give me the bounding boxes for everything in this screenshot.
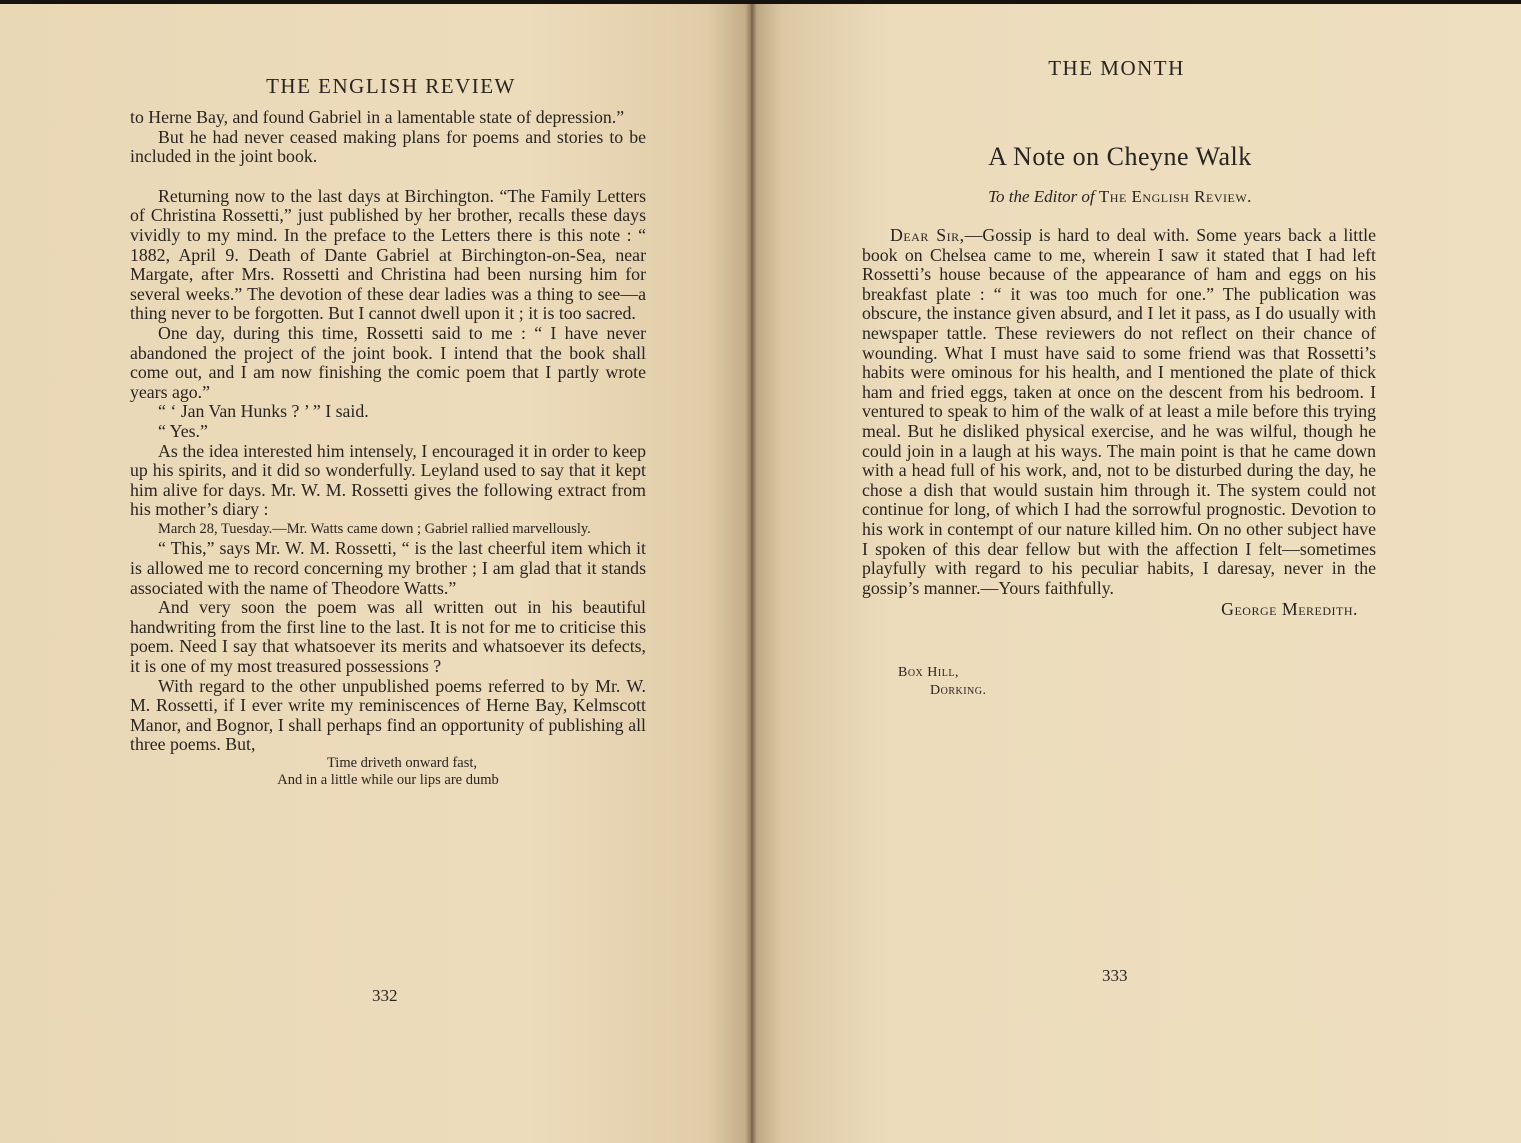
verse-line: Time driveth onward fast, (326, 755, 478, 771)
running-head: THE MONTH (1048, 56, 1185, 80)
paragraph: “ Yes.” (158, 420, 208, 441)
page-number: 332 (372, 986, 398, 1005)
left-page (0, 4, 752, 1143)
right-page (752, 4, 1521, 1143)
book-gutter (745, 4, 757, 1143)
paragraph: One day, during this time, Rossetti said to me : “ I have never abandoned the project of the joint book. I intend that the book shall come out, and I am now finishing the comic poem that I partly wrote years ago.” (130, 322, 646, 402)
signature: George Meredith. (1221, 599, 1358, 620)
body-text (130, 108, 646, 789)
article-title: A Note on Cheyne Walk (988, 142, 1252, 171)
paragraph: “ ‘ Jan Van Hunks ? ’ ” I said. (158, 401, 369, 422)
letter-paragraph (862, 226, 1376, 598)
running-head: THE ENGLISH REVIEW (266, 74, 516, 98)
address (898, 664, 987, 700)
address-line: Box Hill, (898, 665, 959, 680)
verse-quote (130, 755, 646, 789)
paragraph: With regard to the other unpublished poems referred to by Mr. W. M. Rossetti, if I ever write my reminiscences of Herne Bay, Kelmscott Manor, and Bognor, I shall perhaps find an opportunity of publishing all three poems. But, (130, 675, 646, 755)
paragraph: And very soon the poem was all written out in his beautiful handwriting from the first line to the last. It is not for me to criticise this poem. Need I say that whatsoever its merits and whatsoever its defects, it is one of my most treasured possessions ? (130, 597, 646, 677)
paragraph: But he had never ceased making plans for poems and stories to be included in the joint book. (130, 126, 646, 167)
address-line: Dorking. (930, 683, 987, 698)
verse-line: And in a little while our lips are dumb (277, 772, 499, 788)
article-subtitle (752, 187, 1488, 207)
diary-quote: March 28, Tuesday.—Mr. Watts came down ; Gabriel rallied marvellously. (158, 520, 591, 537)
subtitle-italic: To the Editor of (988, 187, 1095, 206)
letter-body: —Gossip is hard to deal with. Some years back a little book on Chelsea came to me, wherein I saw it stated that I had left Rossetti’s house because of the appearance of ham and eggs on his breakfast plate : “ it was too much for one.” The publication was obscure, the instance given absurd, and I let it pass, as I do usually with newspaper tattle. These reviewers do not reflect on their chance of wounding. What I must have said to some friend was that Rossetti’s habits were ominous for his health, and I mentioned the plate of thick ham and fried eggs, taken at once on the descent from his bedroom. I ventured to speak to him of the walk of at least a mile before this trying meal. But he disliked physical exercise, and he was wilful, though he could join in a laugh at his ways. The main point is that he came down with a head full of his work, and, not to be disturbed during the day, he chose a dish that would sustain him through it. The system could not continue for long, of which I had the sorrowful prognostic. Devotion to his work in contempt of our nature killed him. On no other subject have I spoken of this dear fellow but with the affection I felt—sometimes playfully with regard to his peculiar habits, I daresay, never in the gossip’s manner.—Yours faithfully. (862, 225, 1377, 598)
paragraph: Returning now to the last days at Birchington. “The Family Letters of Christina Rossetti,” just published by her brother, recalls these days vividly to my mind. In the preface to the Letters there is this note : “ 1882, April 9. Death of Dante Gabriel at Birchington-on-Sea, near Margate, after Mrs. Rossetti and Christina had been nursing him for several weeks.” The devotion of these dear ladies was a thing to see—a thing never to be forgotten. But I cannot dwell upon it ; it is too sacred. (130, 185, 646, 324)
paragraph: to Herne Bay, and found Gabriel in a lamentable state of depression.” (130, 107, 625, 127)
paragraph: “ This,” says Mr. W. M. Rossetti, “ is the last cheerful item which it is allowed me to record concerning my brother ; I am glad that it stands associated with the name of Theodore Watts.” (130, 538, 646, 598)
page-number: 333 (1102, 966, 1128, 985)
letter-text (862, 226, 1376, 620)
salutation: Dear Sir, (890, 225, 965, 245)
paragraph: As the idea interested him intensely, I encouraged it in order to keep up his spirits, and it did so wonderfully. Leyland used to say that it kept him alive for days. Mr. W. M. Rossetti gives the following extract from his mother’s diary : (130, 440, 646, 520)
subtitle-caps: The English Review. (1098, 187, 1252, 206)
